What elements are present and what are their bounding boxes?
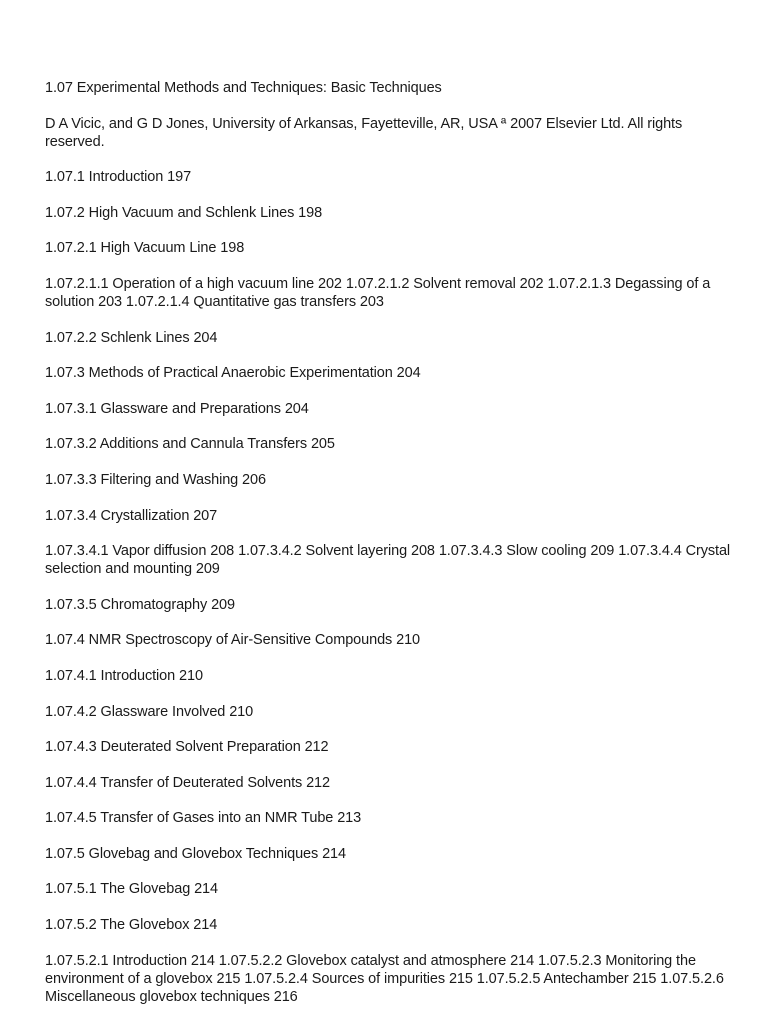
toc-entry: 1.07.2.1.1 Operation of a high vacuum line 202 1.07.2.1.2 Solvent removal 202 1.07.2.1.3 Degassing of a solution 203 1.07.2.1.4 Quantitative gas transfers 203 bbox=[45, 275, 711, 310]
toc-entry: 1.07.5.2.1 Introduction 214 1.07.5.2.2 Glovebox catalyst and atmosphere 214 1.07.5.2.3 Monitoring the environment of a glovebox 215 1.07.5.2.4 Sources of impurities 215 1.07.5.2.5 Antechamber 215 1.07.5.2.6 Miscellaneous glovebox techniques 216 bbox=[45, 952, 724, 1005]
toc-entry: 1.07.5.1 The Glovebag 214 bbox=[45, 881, 218, 898]
toc-entry: 1.07.4.5 Transfer of Gases into an NMR Tube 213 bbox=[45, 810, 362, 827]
toc-entry: 1.07.3.1 Glassware and Preparations 204 bbox=[45, 400, 309, 417]
document-page bbox=[45, 79, 735, 1023]
toc-entry: 1.07.4.3 Deuterated Solvent Preparation 212 bbox=[45, 739, 329, 756]
toc-entry: 1.07.3 Methods of Practical Anaerobic Experimentation 204 bbox=[45, 365, 421, 382]
toc-entry: 1.07.4.4 Transfer of Deuterated Solvents 212 bbox=[45, 774, 330, 791]
toc-entry: 1.07.3.3 Filtering and Washing 206 bbox=[45, 471, 266, 488]
chapter-title: 1.07 Experimental Methods and Techniques: Basic Techniques bbox=[45, 80, 442, 96]
toc-entry: 1.07.2 High Vacuum and Schlenk Lines 198 bbox=[45, 204, 323, 221]
toc-entry: 1.07.4.1 Introduction 210 bbox=[45, 667, 203, 684]
toc-entry: 1.07.3.2 Additions and Cannula Transfers 205 bbox=[45, 436, 335, 453]
toc-entry: 1.07.3.5 Chromatography 209 bbox=[45, 596, 235, 613]
author-affiliation: D A Vicic, and G D Jones, University of Arkansas, Fayetteville, AR, USA ª 2007 Elsevier Ltd. All rights reserved. bbox=[45, 115, 683, 150]
toc-entry: 1.07.4.2 Glassware Involved 210 bbox=[45, 703, 254, 720]
toc-entry: 1.07.4 NMR Spectroscopy of Air-Sensitive Compounds 210 bbox=[45, 632, 421, 649]
toc-entry: 1.07.5.2 The Glovebox 214 bbox=[45, 917, 218, 934]
toc-entry: 1.07.3.4.1 Vapor diffusion 208 1.07.3.4.2 Solvent layering 208 1.07.3.4.3 Slow cooling 209 1.07.3.4.4 Crystal selection and mounting 209 bbox=[45, 543, 731, 578]
toc-entry: 1.07.1 Introduction 197 bbox=[45, 169, 192, 186]
toc-entry: 1.07.2.2 Schlenk Lines 204 bbox=[45, 329, 218, 346]
toc-entry: 1.07.3.4 Crystallization 207 bbox=[45, 507, 218, 524]
toc-entry: 1.07.2.1 High Vacuum Line 198 bbox=[45, 240, 245, 257]
toc-entry: 1.07.5 Glovebag and Glovebox Techniques 214 bbox=[45, 845, 346, 862]
